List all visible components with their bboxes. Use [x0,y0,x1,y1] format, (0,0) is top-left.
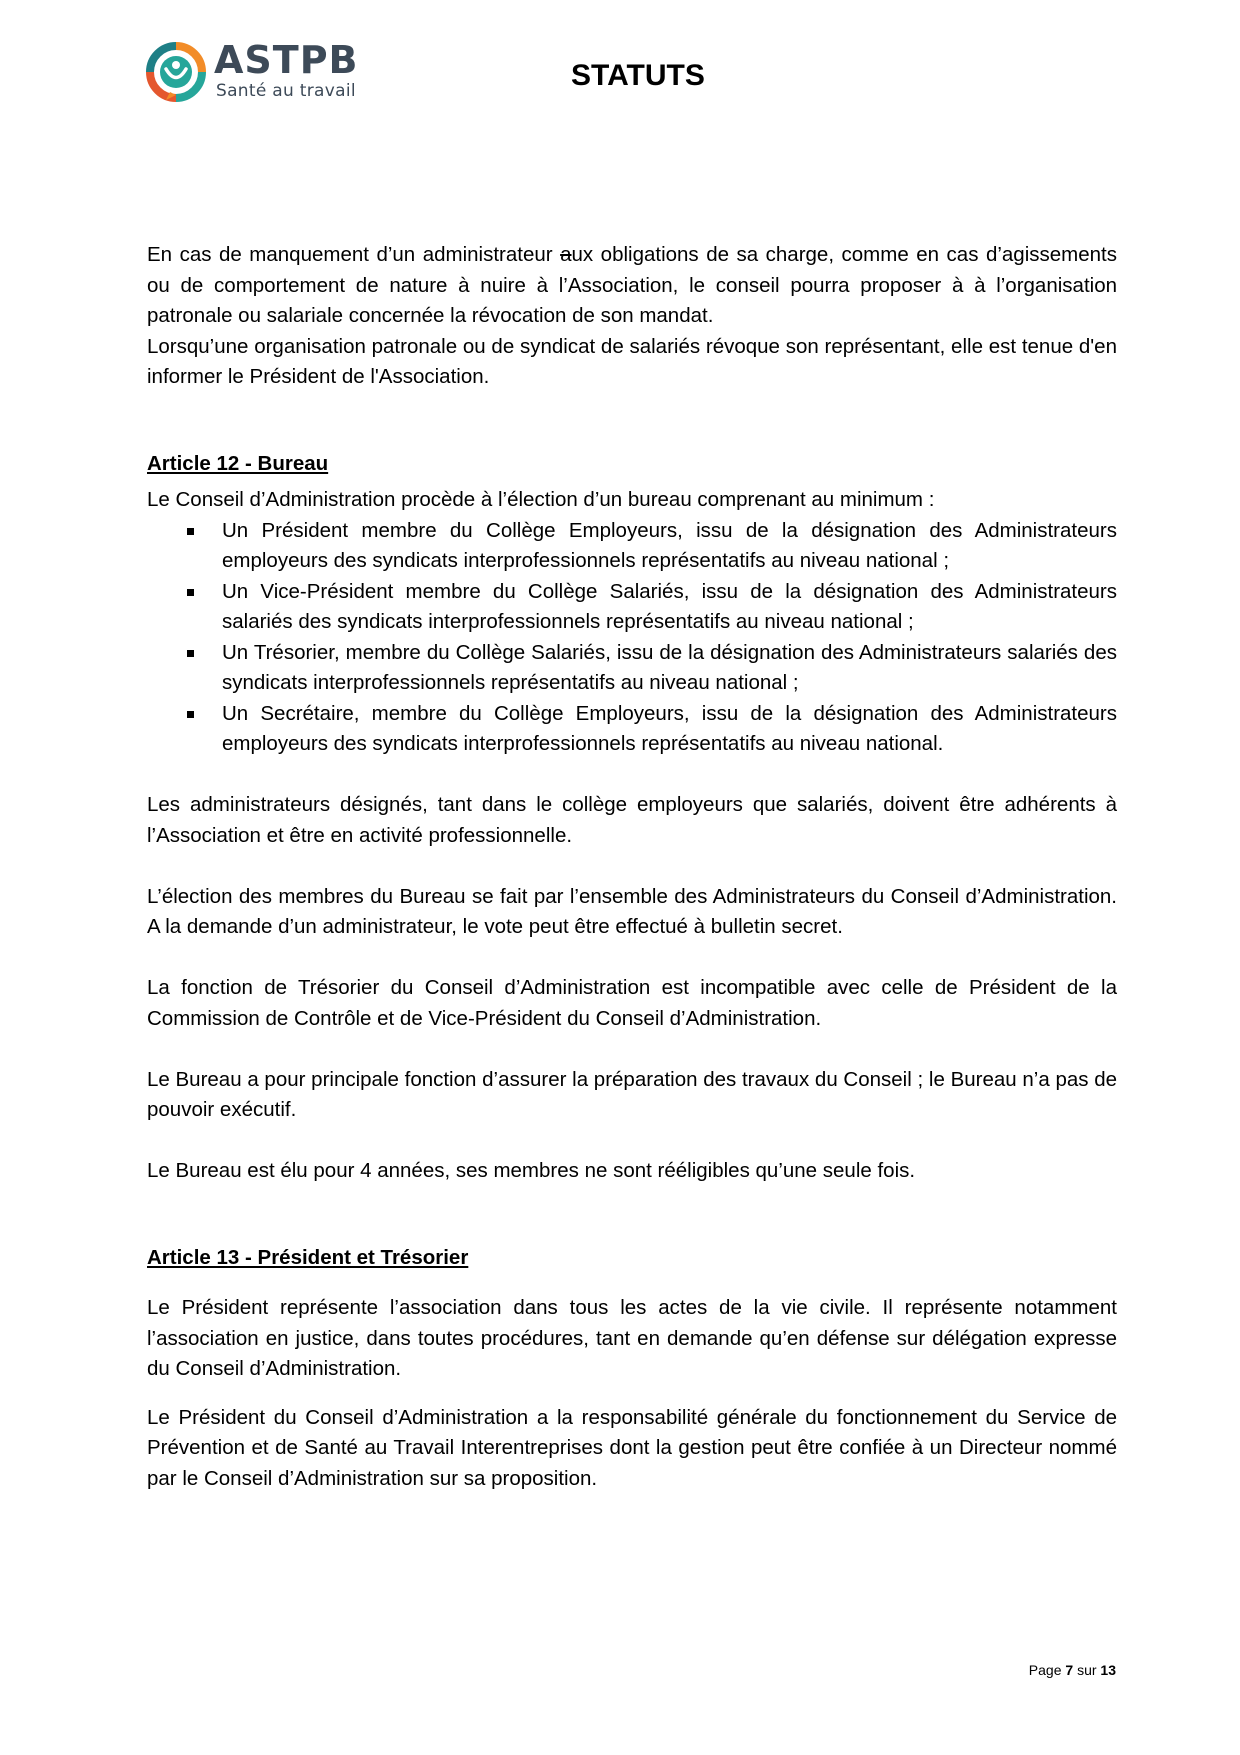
article-12-paragraph: Le Bureau a pour principale fonction d’assurer la préparation des travaux du Conseil ; le Bureau n’a pas de pouvoir exécutif. [147,1067,1117,1121]
article-12-intro: Le Conseil d’Administration procède à l’élection d’un bureau comprenant au minimum : [147,488,935,511]
page-label: Page [1028,1662,1062,1678]
article-13-paragraph: Le Président du Conseil d’Administration a la responsabilité générale du fonctionnement du Service de Prévention et de Santé au Travail Interentreprises dont la gestion peut être confiée à un Directeur nommé par le Conseil d’Administration sur sa proposition. [147,1405,1117,1490]
intro-text-start: En cas de manquement d’un administrateur [147,243,561,266]
article-12-heading: Article 12 - Bureau [147,451,329,475]
article-12-paragraph: Les administrateurs désignés, tant dans le collège employeurs que salariés, doivent être adhérents à l’Association et être en activité professionnelle. [147,793,1117,847]
article-12-paragraph: L’élection des membres du Bureau se fait par l’ensemble des Administrateurs du Conseil d’Administration. A la demande d’un administrateur, le vote peut être effectué à bulletin secret. [147,884,1117,938]
logo-tagline: Santé au travail [216,81,356,101]
article-12-paragraph: La fonction de Trésorier du Conseil d’Administration est incompatible avec celle de Président de la Commission de Contrôle et de Vice-Président du Conseil d’Administration. [147,976,1117,1030]
struck-character: a [560,243,572,266]
list-item [147,577,1117,638]
article-13-heading: Article 13 - Président et Trésorier [147,1245,469,1269]
bureau-members-list [147,516,1117,760]
list-item-text: Un Trésorier, membre du Collège Salariés, issu de la désignation des Administrateurs salariés des syndicats interprofessionnels représentatifs au niveau national ; [222,640,1117,694]
astpb-logo [146,40,386,104]
page-header [146,40,1096,110]
document-title: STATUTS [571,59,705,92]
list-item-text: Un Secrétaire, membre du Collège Employeurs, issu de la désignation des Administrateurs employeurs des syndicats interprofessionnels représentatifs au niveau national. [222,701,1117,755]
square-bullet-icon [187,711,194,718]
logo-name: ASTPB [214,38,359,82]
article-12-paragraph: Le Bureau est élu pour 4 années, ses membres ne sont rééligibles qu’une seule fois. [147,1159,916,1182]
current-page: 7 [1065,1662,1074,1678]
square-bullet-icon [187,650,194,657]
logo-ring-icon [146,42,206,102]
list-item [147,638,1117,699]
intro-paragraph-1 [147,240,1117,332]
article-13-paragraph: Le Président représente l’association dans tous les actes de la vie civile. Il représente notamment l’association en justice, dans toutes procédures, tant en demande qu’en défense sur délégation expresse du Conseil d’Administration. [147,1296,1117,1380]
square-bullet-icon [187,589,194,596]
document-body [147,240,1117,1494]
page-separator: sur [1077,1662,1097,1678]
square-bullet-icon [187,528,194,535]
list-item-text: Un Président membre du Collège Employeurs, issu de la désignation des Administrateurs employeurs des syndicats interprofessionnels représentatifs au niveau national ; [222,518,1117,572]
list-item [147,516,1117,577]
list-item-text: Un Vice-Président membre du Collège Salariés, issu de la désignation des Administrateurs salariés des syndicats interprofessionnels représentatifs au niveau national ; [222,579,1117,633]
intro-paragraph-2: Lorsqu’une organisation patronale ou de syndicat de salariés révoque son représentant, elle est tenue d'en informer le Président de l'Association. [147,334,1117,388]
intro-text-end: ux obligations de sa charge, comme en cas d’agissements ou de comportement de nature à nuire à l’Association, le conseil pourra proposer à à l’organisation patronale ou salariale concernée la révocation de son mandat. [147,243,1117,327]
list-item [147,699,1117,760]
page-number [1029,1661,1116,1679]
total-pages: 13 [1100,1662,1116,1678]
